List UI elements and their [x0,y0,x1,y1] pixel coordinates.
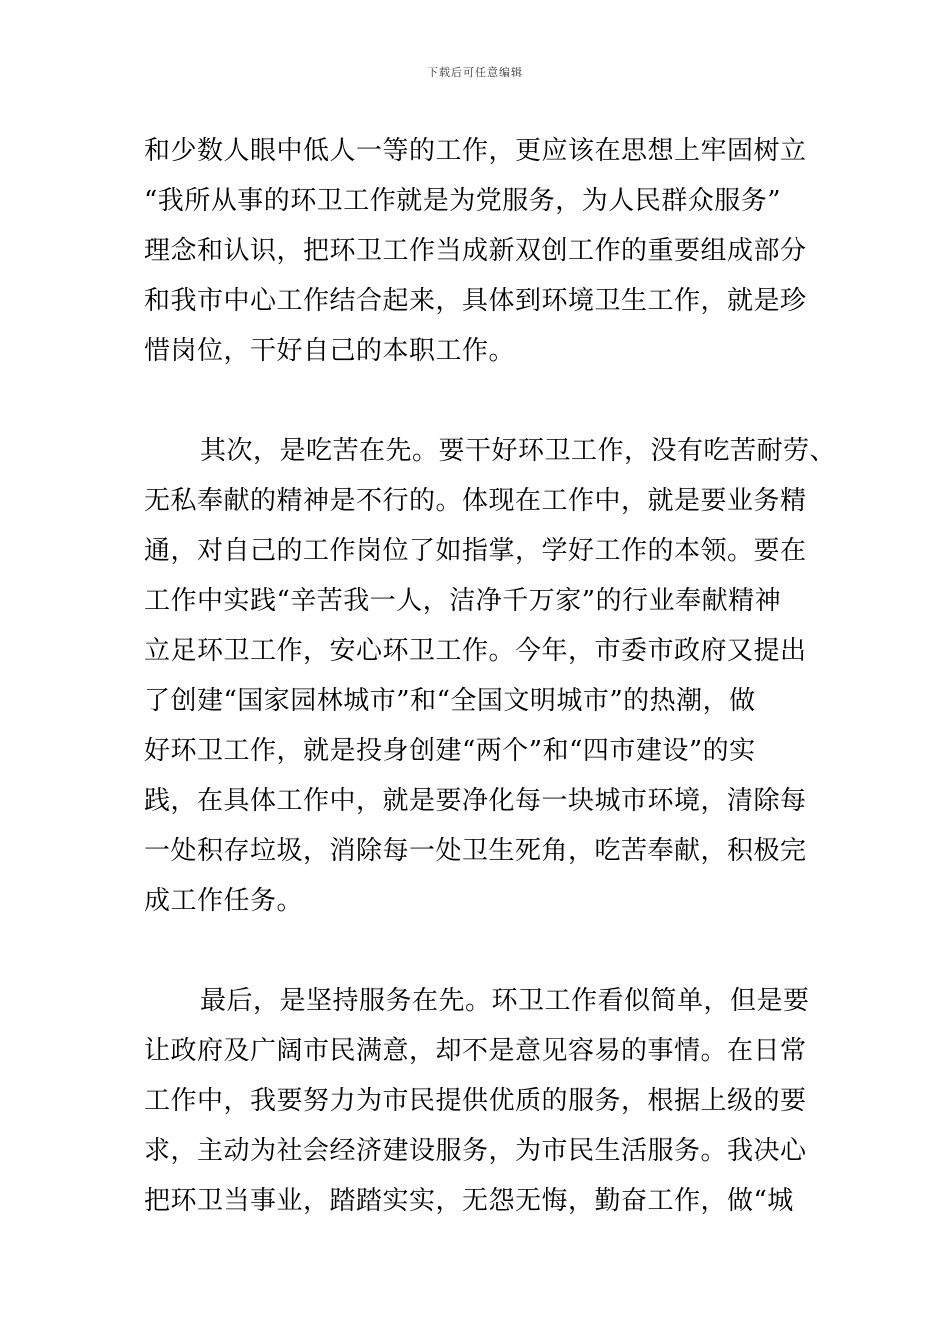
text-line: 最后，是坚持服务在先。环卫工作看似简单，但是要 [200,986,810,1016]
text-line: 一处积存垃圾，消除每一处卫生死角，吃苦奉献，积极完 [144,836,807,866]
text-line: 工作中实践“辛苦我一人，洁净千万家”的行业奉献精神 [144,586,782,616]
text-line: 工作中，我要努力为市民提供优质的服务，根据上级的要 [144,1086,807,1116]
text-line: 践，在具体工作中，就是要净化每一块城市环境，清除每 [144,786,807,816]
text-line: 立足环卫工作，安心环卫工作。今年，市委市政府又提出 [144,636,807,666]
text-line: 和少数人眼中低人一等的工作，更应该在思想上牢固树立 [144,136,807,166]
text-line: 无私奉献的精神是不行的。体现在工作中，就是要业务精 [144,486,807,516]
text-line: 通，对自己的工作岗位了如指掌，学好工作的本领。要在 [144,536,807,566]
text-line: 让政府及广阔市民满意，却不是意见容易的事情。在日常 [144,1036,807,1066]
text-line: 成工作任务。 [144,886,304,916]
paragraph-1 [144,126,824,376]
paragraph-3 [144,976,824,1226]
paragraph-gap [144,376,824,426]
paragraph-gap [144,926,824,976]
paragraph-2 [144,426,837,926]
text-line: 惜岗位，干好自己的本职工作。 [144,336,516,366]
text-line: 把环卫当事业，踏踏实实，无怨无悔，勤奋工作，做“城 [144,1186,794,1216]
text-line: 求，主动为社会经济建设服务，为市民生活服务。我决心 [144,1136,807,1166]
text-line: 其次，是吃苦在先。要干好环卫工作，没有吃苦耐劳、 [200,436,837,466]
text-line: 好环卫工作，就是投身创建“两个”和“四市建设”的实 [144,736,756,766]
header-note: 下载后可任意编辑 [427,66,523,79]
document-body [144,126,837,1226]
text-line: 了创建“国家园林城市”和“全国文明城市”的热潮，做 [144,686,756,716]
text-line: 理念和认识，把环卫工作当成新双创工作的重要组成部分 [144,236,807,266]
text-line: “我所从事的环卫工作就是为党服务，为人民群众服务” [144,186,782,216]
text-line: 和我市中心工作结合起来，具体到环境卫生工作，就是珍 [144,286,807,316]
